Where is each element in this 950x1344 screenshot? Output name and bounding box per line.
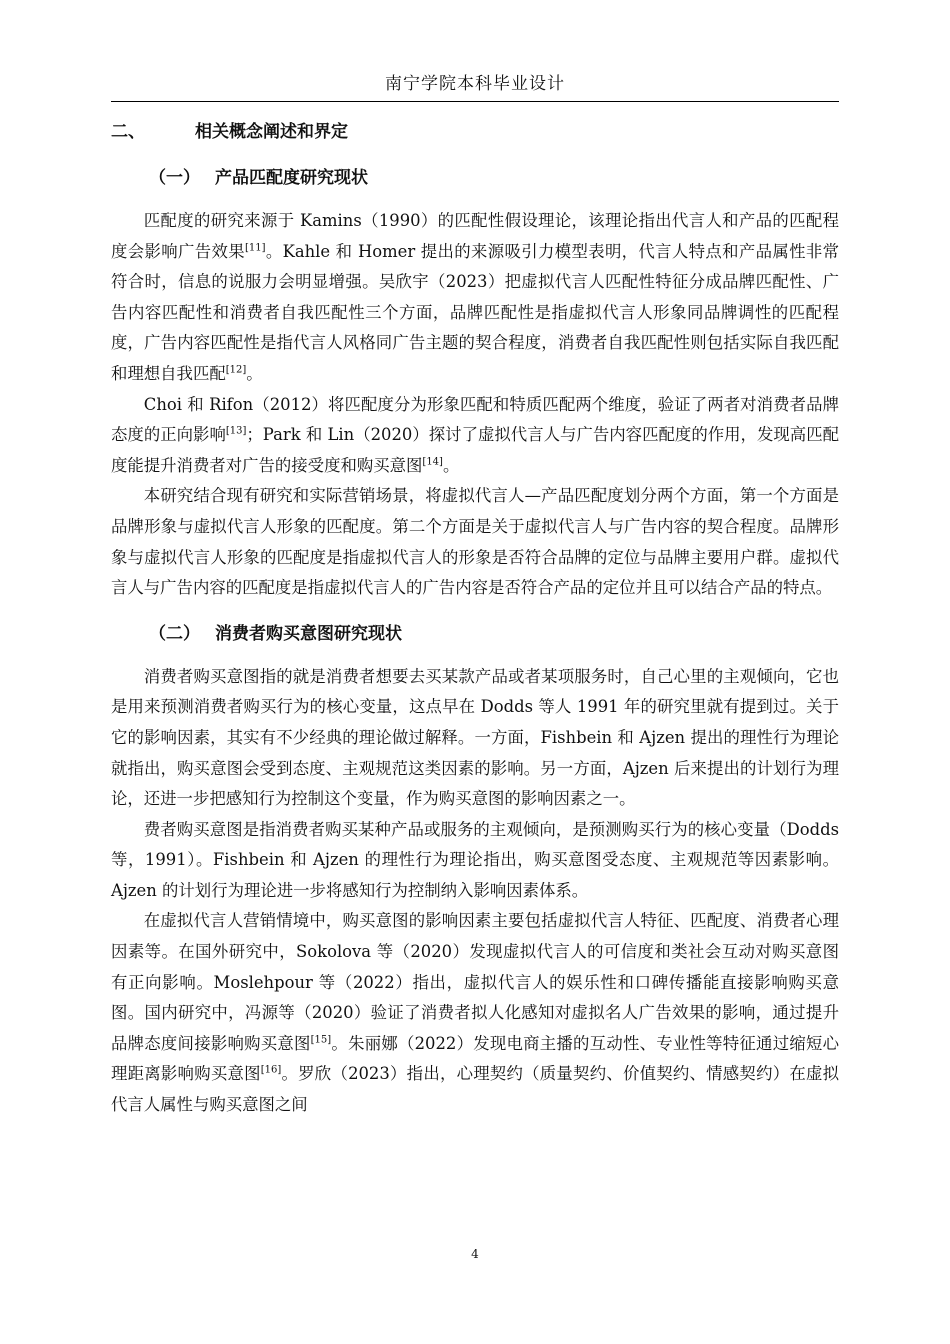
section-number: 二、: [111, 122, 145, 142]
subsection-heading-2: [111, 616, 839, 652]
citation-13: [13]: [225, 425, 247, 437]
page-header: 南宁学院本科毕业设计: [385, 74, 565, 94]
paragraph-6: [111, 906, 839, 1120]
citation-11: [11]: [244, 242, 266, 254]
paragraph-4: 消费者购买意图指的就是消费者想要去买某款产品或者某项服务时，自己心里的主观倾向，它也是用来预测消费者购买行为的核心变量，这点早在 Dodds 等人 1991 年的研究里就有提到过。关于它的影响因素，其实有不少经典的理论做过解释。一方面，Fishbein 和 Ajzen 提出的理性行为理论就指出，购买意图会受到态度、主观规范这类因素的影响。另一方面，Ajzen 后来提出的计划行为理论，还进一步把感知行为控制这个变量，作为购买意图的影响因素之一。: [111, 666, 839, 809]
paragraph-6-part-c: 。罗欣（2023）指出，心理契约（质量契约、价值契约、情感契约）在虚拟代言人属性与购买意图之间: [111, 1064, 840, 1115]
paragraph-5: 费者购买意图是指消费者购买某种产品或服务的主观倾向，是预测购买行为的核心变量（Dodds 等，1991）。Fishbein 和 Ajzen 的理性行为理论指出，购买意图受态度、主观规范等因素影响。Ajzen 的计划行为理论进一步将感知行为控制纳入影响因素体系。: [111, 819, 839, 900]
header-divider: [111, 101, 839, 102]
section-heading: [111, 114, 839, 150]
paragraph-2: [111, 390, 839, 482]
paragraph-3: 本研究结合现有研究和实际营销场景，将虚拟代言人—产品匹配度划分两个方面，第一个方面是品牌形象与虚拟代言人形象的匹配度。第二个方面是关于虚拟代言人与广告内容的契合程度。品牌形象与虚拟代言人形象的匹配度是指虚拟代言人的形象是否符合品牌的定位与品牌主要用户群。虚拟代言人与广告内容的匹配度是指虚拟代言人的广告内容是否符合产品的定位并且可以结合产品的特点。: [111, 486, 839, 598]
subsection-title-1: 产品匹配度研究现状: [215, 168, 368, 188]
citation-16: [16]: [260, 1064, 282, 1076]
paragraph-2-part-a: Choi 和 Rifon（2012）将匹配度分为形象匹配和特质匹配两个维度，验证了两者对消费者品牌态度的正向影响: [111, 394, 839, 445]
section-title: 相关概念阐述和界定: [195, 122, 348, 142]
citation-14: [14]: [422, 456, 443, 468]
page-body: [111, 114, 839, 1121]
paragraph-6-part-b: 。朱丽娜（2022）发现电商主播的互动性、专业性等特征通过缩短心理距离影响购买意图: [111, 1033, 839, 1084]
subsection-title-2: 消费者购买意图研究现状: [215, 623, 402, 644]
paragraph-2-part-c: 。: [442, 455, 460, 475]
subsection-number-1: （一）: [149, 168, 200, 188]
paragraph-1-part-a: 匹配度的研究来源于 Kamins（1990）的匹配性假设理论，该理论指出代言人和产品的匹配程度会影响广告效果: [111, 211, 839, 261]
subsection-number-2: （二）: [149, 623, 200, 644]
paragraph-1-part-c: 。: [246, 363, 263, 383]
citation-12: [12]: [225, 364, 247, 376]
paragraph-1: [111, 206, 839, 390]
paragraph-2-part-b: ；Park 和 Lin（2020）探讨了虚拟代言人与广告内容匹配度的作用，发现高匹配度能提升消费者对广告的接受度和购买意图: [111, 425, 839, 475]
page-number: 4: [471, 1247, 479, 1261]
subsection-heading-1: [111, 160, 839, 196]
paragraph-6-part-a: 在虚拟代言人营销情境中，购买意图的影响因素主要包括虚拟代言人特征、匹配度、消费者心理因素等。在国外研究中，Sokolova 等（2020）发现虚拟代言人的可信度和类社会互动对购买意图有正向影响。Moslehpour 等（2022）指出，虚拟代言人的娱乐性和口碑传播能直接影响购买意图。国内研究中，冯源等（2020）验证了消费者拟人化感知对虚拟名人广告效果的影响，通过提升品牌态度间接影响购买意图: [111, 911, 839, 1053]
citation-15: [15]: [310, 1034, 332, 1046]
paragraph-1-part-b: 。Kahle 和 Homer 提出的来源吸引力模型表明，代言人特点和产品属性非常符合时，信息的说服力会明显增强。吴欣宇（2023）把虚拟代言人匹配性特征分成品牌匹配性、广告内容匹配性和消费者自我匹配性三个方面，品牌匹配性是指虚拟代言人形象同品牌调性的匹配程度，广告内容匹配性是指代言人风格同广告主题的契合程度，消费者自我匹配性则包括实际自我匹配和理想自我匹配: [111, 241, 839, 383]
